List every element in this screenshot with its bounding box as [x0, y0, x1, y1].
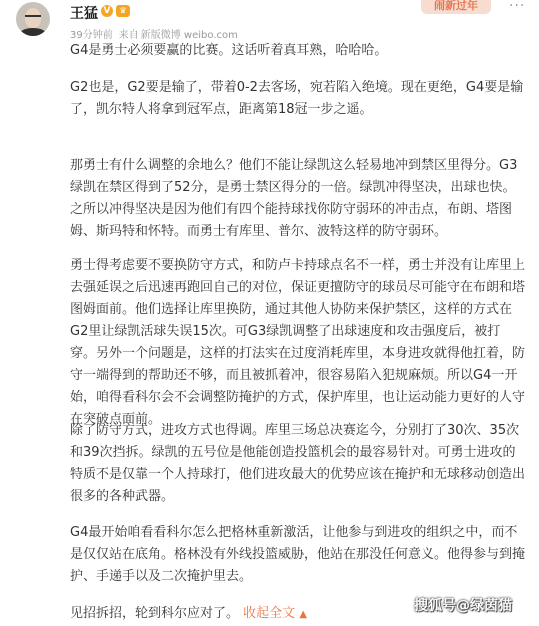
verified-v-icon: V [101, 5, 113, 17]
paragraph-5: 除了防守方式，进攻方式也得调。库里三场总决赛迄今，分别打了30次、35次和39次挡拆。绿凯的五号位是他能创造投篮机会的最容易针对。可勇士进攻的特质不是仅靠一个人持球打，他们进攻最大的优势应该在掩护和无球移动创造出很多的各种武器。 [70, 423, 526, 504]
post-time[interactable]: 39分钟前 [70, 30, 113, 41]
ad-banner[interactable]: 闹新过年 [421, 0, 491, 14]
paragraph-3: 那勇士有什么调整的余地么？他们不能让绿凯这么轻易地冲到禁区里得分。G3绿凯在禁区得到了52分，是勇士禁区得分的一倍。绿凯冲得坚决，出球也快。之所以冲得坚决是因为他们有四个能持球找你防守弱环的冲击点，布朗、塔图姆、斯玛特和怀特。而勇士有库里、普尔、波特这样的防守弱环。 [70, 158, 518, 239]
chevron-up-icon: ▲ [299, 609, 308, 620]
last-line [70, 603, 307, 626]
avatar[interactable] [16, 2, 50, 36]
last-line-text: 见招拆招，轮到科尔应对了。 [70, 606, 240, 621]
collapse-button[interactable] [243, 606, 307, 621]
watermark: 搜狐号@绿茵猫 [414, 598, 512, 614]
paragraph-1: G4是勇士必须要赢的比赛。这话听着真耳熟，哈哈哈。 [70, 43, 388, 58]
paragraph-2: G2也是，G2要是输了，带着0-2去客场，宛若陷入绝境。现在更绝，G4要是输了，凯尔特人将拿到冠军点，距离第18冠一步之遥。 [70, 80, 524, 117]
paragraph-6: G4最开始咱看看科尔怎么把格林重新激活，让他参与到进攻的组织之中，而不是仅仅站在底角。格林没有外线投篮威胁，他站在那没任何意义。他得参与到掩护、手递手以及二次掩护里去。 [70, 525, 526, 584]
post-source[interactable]: 新版微博 weibo.com [140, 30, 238, 41]
level-badge-icon: ♛ [116, 5, 130, 17]
author-name[interactable]: 王猛 [70, 6, 98, 22]
collapse-label: 收起全文 [243, 606, 296, 621]
ellipsis-icon[interactable]: ··· [509, 0, 526, 14]
source-prefix: 来自 [118, 30, 139, 41]
post-meta [70, 26, 244, 41]
post-header [0, 0, 539, 44]
paragraph-4: 勇士得考虑要不要换防守方式，和防卢卡持球点名不一样，勇士并没有让库里上去强延误之后迅速再跑回自己的对位，保证更擅防守的球员尽可能守在布朗和塔图姆面前。他们选择让库里换防，通过其他人协防来保护禁区，这样的方式在G2里让绿凯活球失误15次。可G3绿凯调整了出球速度和攻击强度后，被打穿。另外一个问题是，这样的打法实在过度消耗库里，本身进攻就得他扛着，防守一端得到的帮助还不够，而且被抓着冲，很容易陷入犯规麻烦。所以G4一开始，咱得看科尔会不会调整防掩护的方式，保护库里，也让运动能力更好的人守在突破点面前。 [70, 258, 526, 427]
